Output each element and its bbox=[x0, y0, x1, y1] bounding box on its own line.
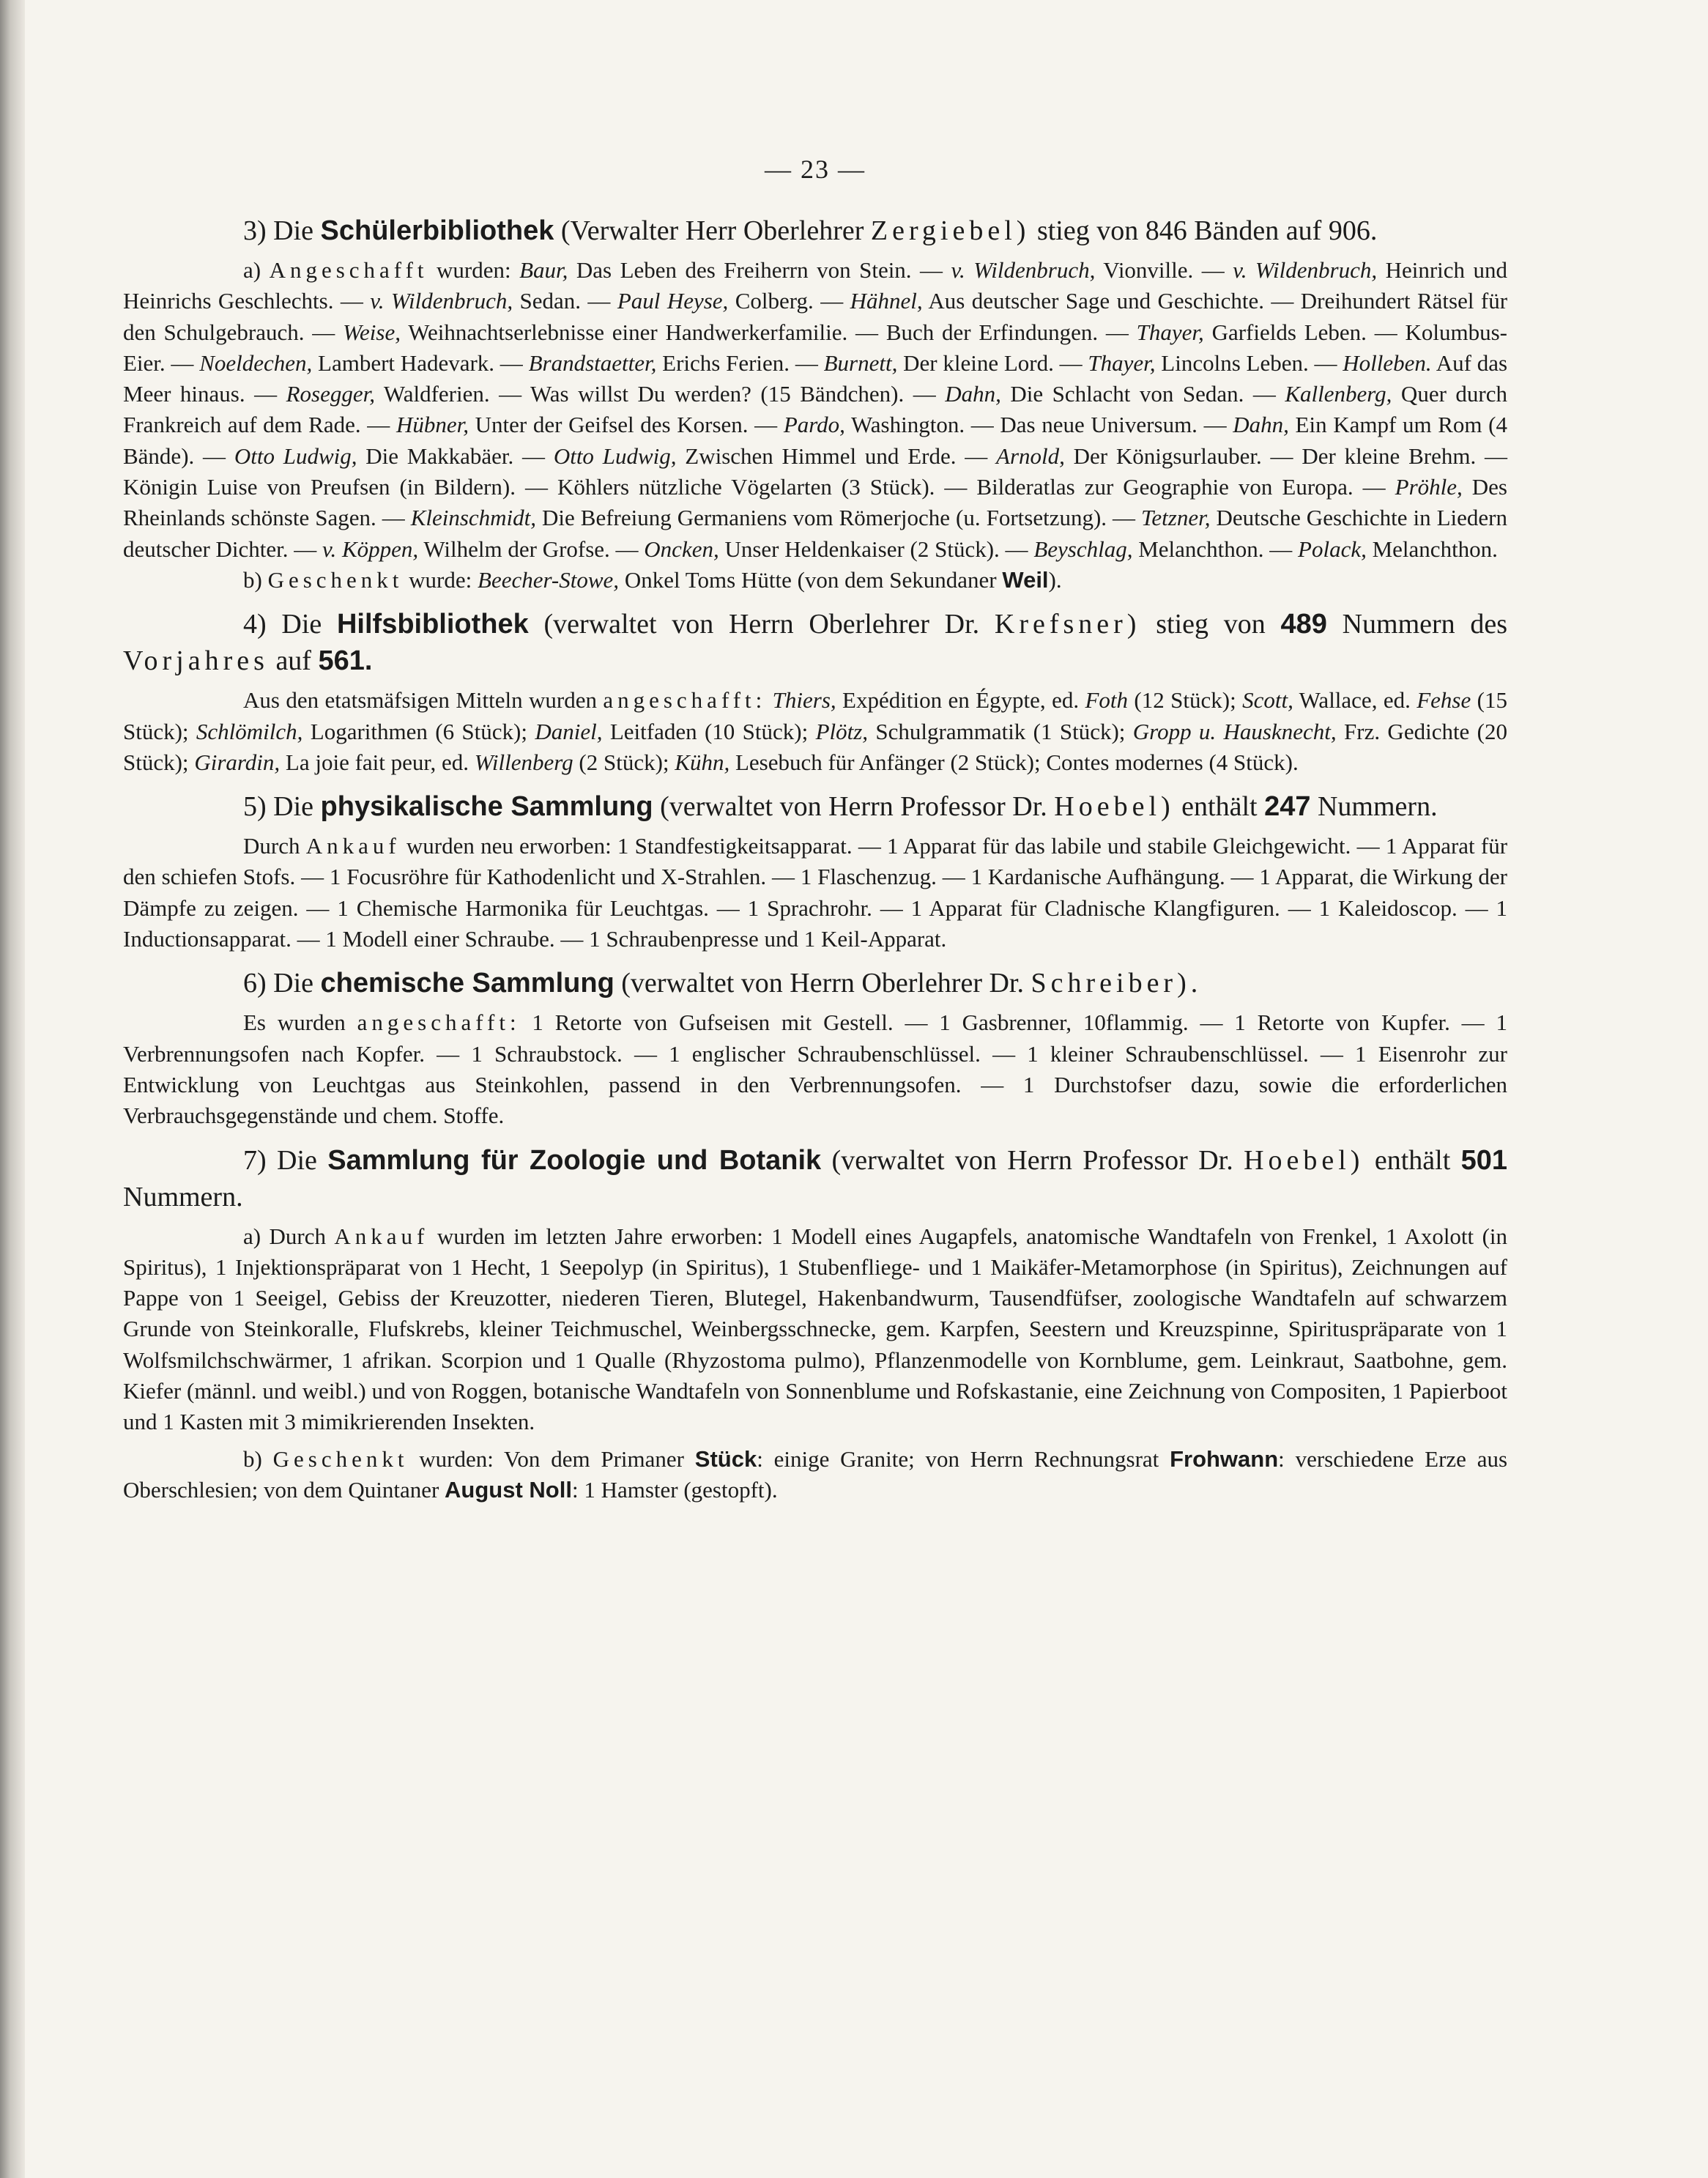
entry-text: Unter der Geifsel des Korsen. — bbox=[468, 412, 784, 438]
entry-text: Heinrich und Heinrichs Geschlechts. — bbox=[123, 257, 1507, 314]
entry-text: Auf das Meer hinaus. — bbox=[123, 349, 1508, 407]
author-name: Weise, bbox=[343, 319, 401, 345]
author-name: Thayer, bbox=[1088, 349, 1156, 376]
entry-text: Lesebuch für Anfänger (2 Stück); Contes modernes (4 Stück). bbox=[729, 749, 1299, 775]
entry-text: Leitfaden (10 Stück); bbox=[602, 718, 816, 744]
author-name: Scott, bbox=[1242, 687, 1293, 714]
author-name: Burnett, bbox=[823, 349, 898, 376]
author-name: Polack, bbox=[1298, 536, 1367, 562]
entry-text: Wallace, ed. bbox=[1293, 687, 1417, 714]
section-4-heading: 4) Die Hilfsbibliothek (verwaltet von Herrn Oberlehrer Dr. Krefsner) stieg von 489 Nummern des Vorjahres auf 561. bbox=[123, 609, 1508, 677]
entry-text: Colberg. — bbox=[728, 288, 850, 314]
entry-text: Washington. — Das neue Universum. — bbox=[844, 412, 1233, 438]
entry-text: Logarithmen (6 Stück); bbox=[302, 718, 535, 744]
author-name: v. Köppen, bbox=[322, 536, 419, 562]
author-name: v. Wildenbruch, bbox=[1233, 257, 1378, 283]
author-name: Paul Heyse, bbox=[617, 288, 729, 314]
author-name: Otto Ludwig, bbox=[553, 442, 677, 469]
section-5-heading: 5) Die physikalische Sammlung (verwaltet von Herrn Professor Dr. Hoebel) enthält 247 Nummern. bbox=[243, 791, 1438, 823]
author-name: Hübner, bbox=[396, 412, 469, 438]
section-6-text: Es wurden angeschafft: 1 Retorte von Gufseisen mit Gestell. — 1 Gasbrenner, 10flammig. — 1 Retorte von Kupfer. — 1 Verbrennungsofen nach Kopfer. — 1 Schraubstock. — 1 englischer Schraubenschlüssel. — 1 kleiner Schraubenschlüssel. — 1 Eisenrohr zur Entwicklung von Leuchtgas aus Steinkohlen, passend in den Verbrennungsofen. — 1 Durchstofser dazu, sowie die erforderlichen Verbrauchsgegenstände und chem. Stoffe. bbox=[123, 1010, 1507, 1129]
author-name: Arnold, bbox=[996, 442, 1065, 469]
entry-text: Lincolns Leben. — bbox=[1155, 349, 1343, 376]
entry-text: Quer durch Frankreich auf dem Rade. — bbox=[123, 381, 1507, 438]
section-5-text: Durch Ankauf wurden neu erworben: 1 Standfestigkeitsapparat. — 1 Apparat für das labile und stabile Gleichgewicht. — 1 Apparat für den schiefen Stofs. — 1 Focusröhre für Kathodenlicht und X-Strahlen. — 1 Flaschenzug. — 1 Kardanische Aufhängung. — 1 Apparat, die Wirkung der Dämpfe zu zeigen. — 1 Chemische Harmonika für Leuchtgas. — 1 Sprachrohr. — 1 Apparat für Cladnische Klangfiguren. — 1 Kaleidoscop. — 1 Inductionsapparat. — 1 Modell einer Schraube. — 1 Schraubenpresse und 1 Keil-Apparat. bbox=[123, 833, 1508, 952]
entry-text: Die Befreiung Germaniens vom Römerjoche (u. Fortsetzung). — bbox=[536, 505, 1142, 531]
entry-text: Das Leben des Freiherrn von Stein. — bbox=[568, 257, 951, 283]
page-number: — 23 — bbox=[765, 155, 866, 184]
entry-text: Ein Kampf um Rom (4 Bände). — bbox=[123, 412, 1507, 469]
entry-text: Die Makkabäer. — bbox=[357, 442, 554, 469]
section-7-title: Sammlung für Zoologie und Botanik bbox=[327, 1144, 822, 1176]
section-6-heading: 6) Die chemische Sammlung (verwaltet von Herrn Oberlehrer Dr. Schreiber). bbox=[243, 968, 1203, 999]
author-name: Plötz, bbox=[815, 718, 869, 744]
entry-text: Melanchthon. bbox=[1366, 536, 1498, 562]
author-name: Thayer, bbox=[1136, 319, 1204, 345]
author-name: Baur, bbox=[519, 257, 568, 283]
entry-text: (2 Stück); bbox=[573, 749, 675, 775]
author-name: Dahn, bbox=[945, 381, 1001, 407]
author-name: Willenberg bbox=[474, 749, 573, 775]
entry-text: Der kleine Lord. — bbox=[897, 349, 1088, 376]
section-3a-list: a) Angeschafft wurden: Baur, Das Leben des Freiherrn von Stein. — v. Wildenbruch, Vionville. — v. Wildenbruch, Heinrich und Heinrichs Geschlechts. — v. Wildenbruch, Sedan. — Paul Heyse, Colberg. — Hähnel, Aus deutscher Sage und Geschichte. — Dreihundert Rätsel für den Schulgebrauch. — Weise, Weihnachtserlebnisse einer Handwerkerfamilie. — Buch der Erfindungen. — Thayer, Garfields Leben. — Kolumbus-Eier. — Noeldechen, Lambert Hadevark. — Brandstaetter, Erichs Ferien. — Burnett, Der kleine Lord. — Thayer, Lincolns Leben. — Holleben. Auf das Meer hinaus. — Rosegger, Waldferien. — Was willst Du werden? (15 Bändchen). — Dahn, Die Schlacht von Sedan. — Kallenberg, Quer durch Frankreich auf dem Rade. — Hübner, Unter der Geifsel des Korsen. — Pardo, Washington. — Das neue Universum. — Dahn, Ein Kampf um Rom (4 Bände). — Otto Ludwig, Die Makkabäer. — Otto Ludwig, Zwischen Himmel und Erde. — Arnold, Der Königsurlauber. — Der kleine Brehm. — Königin Luise von Preufsen (in Bildern). — Köhlers nützliche Vögelarten (3 Stück). — Bilderatlas zur Geographie von Europa. — Pröhle, Des Rheinlands schönste Sagen. — Kleinschmidt, Die Befreiung Germaniens vom Römerjoche (u. Fortsetzung). — Tetzner, Deutsche Geschichte in Liedern deutscher Dichter. — v. Köppen, Wilhelm der Grofse. — Oncken, Unser Heldenkaiser (2 Stück). — Beyschlag, Melanchthon. — Polack, Melanchthon. bbox=[123, 257, 1508, 562]
author-name: Holleben. bbox=[1343, 349, 1432, 376]
author-name: Gropp u. Hausknecht, bbox=[1132, 718, 1337, 744]
author-name: Brandstaetter, bbox=[528, 349, 657, 376]
entry-text: Deutsche Geschichte in Liedern deutscher Dichter. — bbox=[123, 505, 1507, 562]
entry-text: Vionville. — bbox=[1095, 257, 1233, 283]
entry-text: (15 Stück); bbox=[123, 687, 1507, 744]
section-7-heading: 7) Die Sammlung für Zoologie und Botanik (verwaltet von Herrn Professor Dr. Hoebel) enthält 501 Nummern. bbox=[123, 1144, 1508, 1212]
entry-text: Die Schlacht von Sedan. — bbox=[1000, 381, 1285, 407]
author-name: Foth bbox=[1085, 687, 1129, 714]
entry-text: Sedan. — bbox=[513, 288, 617, 314]
entry-text: Des Rheinlands schönste Sagen. — bbox=[123, 474, 1507, 531]
entry-text: Melanchthon. — bbox=[1132, 536, 1299, 562]
section-4-title: Hilfsbibliothek bbox=[336, 609, 529, 640]
document-page bbox=[123, 154, 1507, 1505]
section-4-list: Aus den etatsmäfsigen Mitteln wurden angeschafft: Thiers, Expédition en Égypte, ed. Foth (12 Stück); Scott, Wallace, ed. Fehse (15 Stück); Schlömilch, Logarithmen (6 Stück); Daniel, Leitfaden (10 Stück); Plötz, Schulgrammatik (1 Stück); Gropp u. Hausknecht, Frz. Gedichte (20 Stück); Girardin, La joie fait peur, ed. Willenberg (2 Stück); Kühn, Lesebuch für Anfänger (2 Stück); Contes modernes (4 Stück). bbox=[123, 687, 1508, 775]
section-7a-text: a) Durch Ankauf wurden im letzten Jahre erworben: 1 Modell eines Augapfels, anatomische Wandtafeln von Frenkel, 1 Axolott (in Spiritus), 1 Injektionspräparat von 1 Hecht, 1 Seepolyp (in Spiritus), 1 Stubenfliege- und 1 Maikäfer-Metamorphose (in Spiritus), Zeichnungen auf Pappe von 1 Seeigel, Gebiss der Kreuzotter, niederen Tieren, Blutegel, Hakenbandwurm, Tausendfüfser, zoologische Wandtafeln auf schwarzem Grunde von Steinkoralle, Flufskrebs, kleiner Teichmuschel, Weinbergsschnecke, gem. Karpfen, Seestern und Kreuzspinne, Spirituspräparate von 1 Wolfsmilchschwärmer, 1 afrikan. Scorpion und 1 Qualle (Rhyzostoma pulmo), Pflanzenmodelle von Kornblume, gem. Leinkraut, Saatbohne, gem. Kiefer (männl. und weibl.) und von Roggen, botanische Wandtafeln von Sonnenblume und Rofskastanie, eine Zeichnung von Compositen, 1 Papierboot und 1 Kasten mit 3 mimikrierenden Insekten. bbox=[123, 1223, 1508, 1435]
section-3b-gift: b) Geschenkt wurde: Beecher-Stowe, Onkel Toms Hütte (von dem Sekundaner Weil). bbox=[243, 566, 1062, 593]
author-name: Beyschlag, bbox=[1033, 536, 1133, 562]
author-name: Rosegger, bbox=[286, 381, 375, 407]
entry-text: Waldferien. — Was willst Du werden? (15 Bändchen). — bbox=[374, 381, 946, 407]
entry-text: Zwischen Himmel und Erde. — bbox=[676, 442, 997, 469]
author-name: Girardin, bbox=[194, 749, 281, 775]
author-name: Dahn, bbox=[1233, 412, 1289, 438]
author-name: v. Wildenbruch, bbox=[951, 257, 1096, 283]
entry-text: (12 Stück); bbox=[1128, 687, 1243, 714]
author-name: Kallenberg, bbox=[1285, 381, 1392, 407]
author-name: Schlömilch, bbox=[196, 718, 303, 744]
author-name: Pardo, bbox=[783, 412, 845, 438]
entry-text: Aus deutscher Sage und Geschichte. — Dreihundert Rätsel für den Schulgebrauch. — bbox=[123, 288, 1508, 345]
entry-text: Expédition en Égypte, ed. bbox=[836, 687, 1085, 714]
author-name: Oncken, bbox=[644, 536, 719, 562]
entry-text: Wilhelm der Grofse. — bbox=[418, 536, 645, 562]
section-6-title: chemische Sammlung bbox=[320, 968, 614, 999]
entry-text: Lambert Hadevark. — bbox=[312, 349, 529, 376]
author-name: Otto Ludwig, bbox=[234, 442, 357, 469]
section-5-title: physikalische Sammlung bbox=[320, 791, 653, 823]
author-name: Tetzner, bbox=[1141, 505, 1211, 531]
entry-text: La joie fait peur, ed. bbox=[280, 749, 475, 775]
entry-text: Der Königsurlauber. — Der kleine Brehm. — Königin Luise von Preufsen (in Bildern). — Köhlers nützliche Vögelarten (3 Stück). — Bilderatlas zur Geographie von Europa. — bbox=[123, 442, 1507, 500]
author-name: Thiers, bbox=[772, 687, 836, 714]
entry-text: Garfields Leben. — Kolumbus-Eier. — bbox=[123, 319, 1507, 376]
book-list bbox=[123, 257, 1507, 562]
entry-text: Weihnachtserlebnisse einer Handwerkerfamilie. — Buch der Erfindungen. — bbox=[401, 319, 1137, 345]
author-name: Pröhle, bbox=[1395, 474, 1463, 500]
section-3-heading: 3) Die Schülerbibliothek (Verwalter Herr Oberlehrer Zergiebel) stieg von 846 Bänden auf 906. bbox=[243, 215, 1378, 246]
author-name: Hähnel, bbox=[850, 288, 923, 314]
entry-text: Frz. Gedichte (20 Stück); bbox=[123, 718, 1508, 775]
author-name: v. Wildenbruch, bbox=[370, 288, 513, 314]
entry-text: Erichs Ferien. — bbox=[656, 349, 824, 376]
section-3-title: Schülerbibliothek bbox=[320, 215, 554, 246]
author-name: Noeldechen, bbox=[199, 349, 313, 376]
entry-text: Schulgrammatik (1 Stück); bbox=[868, 718, 1133, 744]
book-binding-shadow bbox=[0, 0, 25, 2178]
author-name: Fehse bbox=[1416, 687, 1471, 714]
entry-text: Unser Heldenkaiser (2 Stück). — bbox=[719, 536, 1034, 562]
author-name: Kühn, bbox=[675, 749, 730, 775]
author-name: Daniel, bbox=[535, 718, 603, 744]
section-7b-text: b) Geschenkt wurden: Von dem Primaner Stück: einige Granite; von Herrn Rechnungsrat Frohwann: verschiedene Erze aus Oberschlesien; von dem Quintaner August Noll: 1 Hamster (gestopft). bbox=[123, 1445, 1508, 1503]
author-name: Kleinschmidt, bbox=[410, 505, 537, 531]
